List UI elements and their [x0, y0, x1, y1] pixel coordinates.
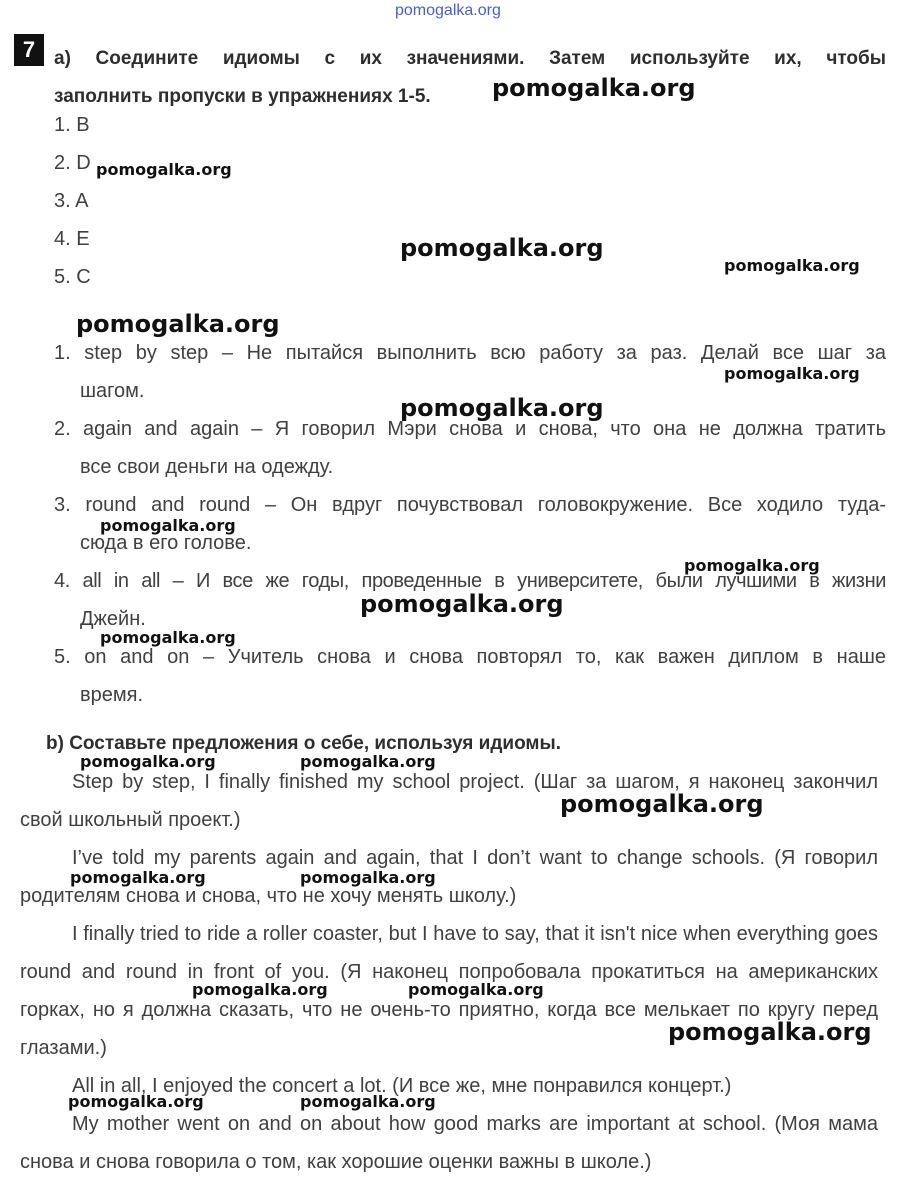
watermark: pomogalka.org — [100, 628, 236, 647]
watermark: pomogalka.org — [192, 980, 328, 999]
answer-4: 4. E — [54, 228, 90, 250]
sentence-text-1: Step by step, I finally finished my school project. (Шаг за шагом, я наконец закончил свой школьный проект.) — [20, 771, 878, 831]
idiom-item-3-line1: 3. round and round – Он вдруг почувствовал головокружение. Все ходило туда- — [54, 494, 886, 516]
watermark: pomogalka.org — [300, 1092, 436, 1111]
part-b-heading: b) Составьте предложения о себе, используя идиомы. — [46, 733, 561, 754]
idiom-item-1-line2: шагом. — [80, 380, 145, 402]
sentence-text-4: All in all, I enjoyed the concert a lot. (И все же, мне понравился концерт.) — [72, 1075, 732, 1097]
exercise-number-badge: 7 — [14, 34, 44, 66]
part-a-heading-line1: a) Соедините идиомы с их значениями. Затем используйте их, чтобы — [54, 48, 886, 69]
watermark: pomogalka.org — [560, 790, 764, 818]
sentence-text-3: I finally tried to ride a roller coaster, but I have to say, that it isn't nice when everything goes round and round in front of you. (Я наконец попробовала прокатиться на американских горках, но я должна сказать, что не очень-то приятно, когда все мелькает по кругу перед глазами.) — [20, 923, 878, 1059]
watermark: pomogalka.org — [400, 234, 604, 262]
sentence-paragraph-5 — [20, 1105, 878, 1181]
watermark: pomogalka.org — [80, 752, 216, 771]
answer-1: 1. B — [54, 114, 90, 136]
watermark: pomogalka.org — [668, 1018, 872, 1046]
watermark: pomogalka.org — [492, 74, 696, 102]
part-a-heading — [54, 40, 886, 116]
watermark: pomogalka.org — [724, 364, 860, 383]
watermark: pomogalka.org — [684, 556, 820, 575]
sentence-text-5: My mother went on and on about how good marks are important at school. (Моя мама снова и снова говорила о том, как хорошие оценки важны в школе.) — [20, 1113, 878, 1173]
idiom-item-5-line1: 5. on and on – Учитель снова и снова повторял то, как важен диплом в наше — [54, 646, 886, 668]
idiom-item-5 — [54, 638, 886, 714]
site-watermark-top[interactable]: pomogalka.org — [395, 2, 501, 19]
watermark: pomogalka.org — [300, 752, 436, 771]
idiom-item-1-line1: 1. step by step – Не пытайся выполнить всю работу за раз. Делай все шаг за — [54, 342, 886, 364]
idiom-item-4-line2: Джейн. — [80, 608, 146, 630]
idiom-item-2-line2: все свои деньги на одежду. — [80, 456, 334, 478]
answer-3: 3. A — [54, 190, 89, 212]
idiom-item-2-line1: 2. again and again – Я говорил Мэри снова и снова, что она не должна тратить — [54, 418, 886, 440]
watermark: pomogalka.org — [100, 516, 236, 535]
sentence-text-2: I’ve told my parents again and again, that I don’t want to change schools. (Я говорил родителям снова и снова, что не хочу менять школу.) — [20, 847, 878, 907]
idiom-item-5-line2: время. — [80, 684, 144, 706]
part-a-heading-line2: заполнить пропуски в упражнениях 1-5. — [54, 86, 431, 107]
watermark: pomogalka.org — [68, 1092, 204, 1111]
watermark: pomogalka.org — [408, 980, 544, 999]
answer-5: 5. C — [54, 266, 91, 288]
watermark: pomogalka.org — [300, 868, 436, 887]
idiom-item-4-line1: 4. all in all – И все же годы, проведенные в университете, были лучшими в жизни — [54, 570, 886, 592]
watermark: pomogalka.org — [96, 160, 232, 179]
watermark: pomogalka.org — [76, 310, 280, 338]
watermark: pomogalka.org — [360, 590, 564, 618]
watermark: pomogalka.org — [724, 256, 860, 275]
idiom-item-3-line2: сюда в его голове. — [80, 532, 252, 554]
watermark: pomogalka.org — [400, 394, 604, 422]
answer-2: 2. D — [54, 152, 91, 174]
watermark: pomogalka.org — [70, 868, 206, 887]
